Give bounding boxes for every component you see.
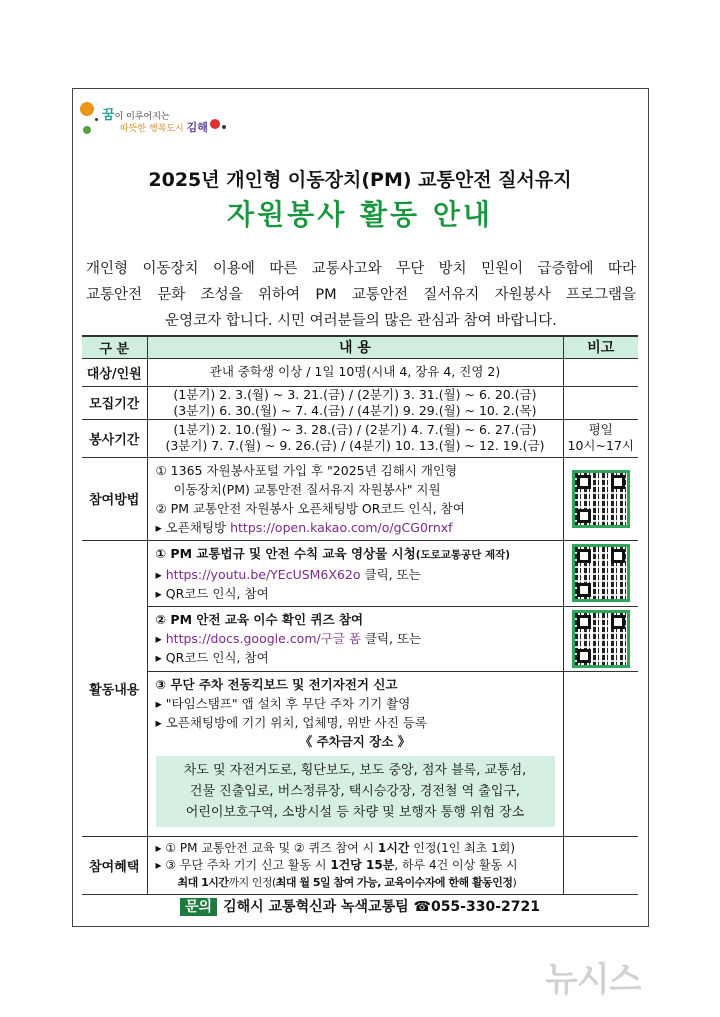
title-line1: 2025년 개인형 이동장치(PM) 교통안전 질서유지 (148, 169, 572, 191)
table-row-activity-3: ③ 무단 주차 전동킥보드 및 전기자전거 신고 ▸ "타임스탬프" 앱 설치 후 무단 주차 기기 촬영 ▸ 오픈채팅방에 기기 위치, 업체명, 위반 사진 등록 《 주차금지 장소 》 차도 및 자전거도로, 횡단보도, 보도 중앙, 점자 블록, 교통섬, 건물 진출입로, 버스정류장, 택시승강장, 경전철 역 출입구, 어린이보호구역, 소방시설 등 차량 및 보행자 통행 위험 장소 (82, 671, 638, 836)
table-row-activity-2: ② PM 안전 교육 이수 확인 퀴즈 참여 ▸ https://docs.google.com/구글 폼 클릭, 또는 ▸ QR코드 인식, 참여 (82, 606, 638, 671)
table-row-recruit: 모집기간 (1분기) 2. 3.(월) ~ 3. 21.(금) / (2분기) 3. 31.(월) ~ 6. 20.(금) (3분기) 6. 30.(월) ~ 7. 4.(금) / (4분기) 9. 29.(월) ~ 10. 2.(목) (82, 386, 638, 419)
contact-footer: 문의 김해시 교통혁신과 녹색교통팀 ☎055-330-2721 (0, 896, 720, 916)
inquiry-badge: 문의 (180, 898, 217, 916)
table-row-benefit: 참여혜택 ▸ ① PM 교통안전 교육 및 ② 퀴즈 참여 시 1시간 인정(1인 최초 1회) ▸ ③ 무단 주차 기기 신고 활동 시 1건당 15분, 하루 4건 이상 활동 시 최대 1시간까지 인정(최대 월 5일 참여 가능, 교육이수자에 한해 활동인정) (82, 836, 638, 894)
no-parking-places: 차도 및 자전거도로, 횡단보도, 보도 중앙, 점자 블록, 교통섬, 건물 진출입로, 버스정류장, 택시승강장, 경전철 역 출입구, 어린이보호구역, 소방시설 등 차량 및 보행자 통행 위험 장소 (156, 756, 555, 827)
info-table (82, 335, 638, 895)
title-line2: 자원봉사 활동 안내 (227, 198, 493, 231)
gimhae-logo: 꿈이 이루어지는 따뜻한 행복도시 김해 (80, 100, 240, 140)
google-form-link[interactable]: https://docs.google.com/구글 폼 (165, 631, 361, 646)
qr-code-quiz[interactable] (572, 610, 630, 668)
intro-paragraph: 개인형 이동장치 이용에 따른 교통사고와 무단 방치 민원이 급증함에 따라 교통안전 문화 조성을 위하여 PM 교통안전 질서유지 자원봉사 프로그램을 운영코자 합니다. 시민 여러분들의 많은 관심과 참여 바랍니다. (86, 261, 636, 329)
open-chat-link[interactable]: https://open.kakao.com/o/gCG0rnxf (230, 519, 453, 535)
table-header: 구 분 내 용 비고 (82, 336, 638, 358)
newsis-watermark: 뉴시스 (545, 960, 641, 1000)
qr-code-open-chat[interactable] (572, 470, 630, 528)
table-row-target: 대상/인원 관내 중학생 이상 / 1일 10명(시내 4, 장유 4, 진영 2) (82, 358, 638, 386)
table-row-service: 봉사기간 (1분기) 2. 10.(월) ~ 3. 28.(금) / (2분기) 4. 7.(월) ~ 6. 27.(금) (3분기) 7. 7.(월) ~ 9. 26.(금) / (4분기) 10. 13.(월) ~ 12. 19.(금) 평일 10시~17시 (82, 419, 638, 457)
table-row-method: 참여방법 ① 1365 자원봉사포털 가입 후 "2025년 김해시 개인형 이동장치(PM) 교통안전 질서유지 자원봉사" 지원 ② PM 교통안전 자원봉사 오픈채팅방 OR코드 인식, 참여 ▸ 오픈채팅방 https://open.kakao.com/o/gCG0rnxf (82, 457, 638, 540)
qr-code-video[interactable] (572, 544, 630, 602)
youtube-link[interactable]: https://youtu.be/YEcUSM6X62o (165, 566, 361, 582)
table-row-activity-1: 활동내용 ① PM 교통법규 및 안전 수칙 교육 영상물 시청(도로교통공단 제작) ▸ https://youtu.be/YEcUSM6X62o 클릭, 또는 ▸ QR코드 인식, 참여 (82, 540, 638, 606)
